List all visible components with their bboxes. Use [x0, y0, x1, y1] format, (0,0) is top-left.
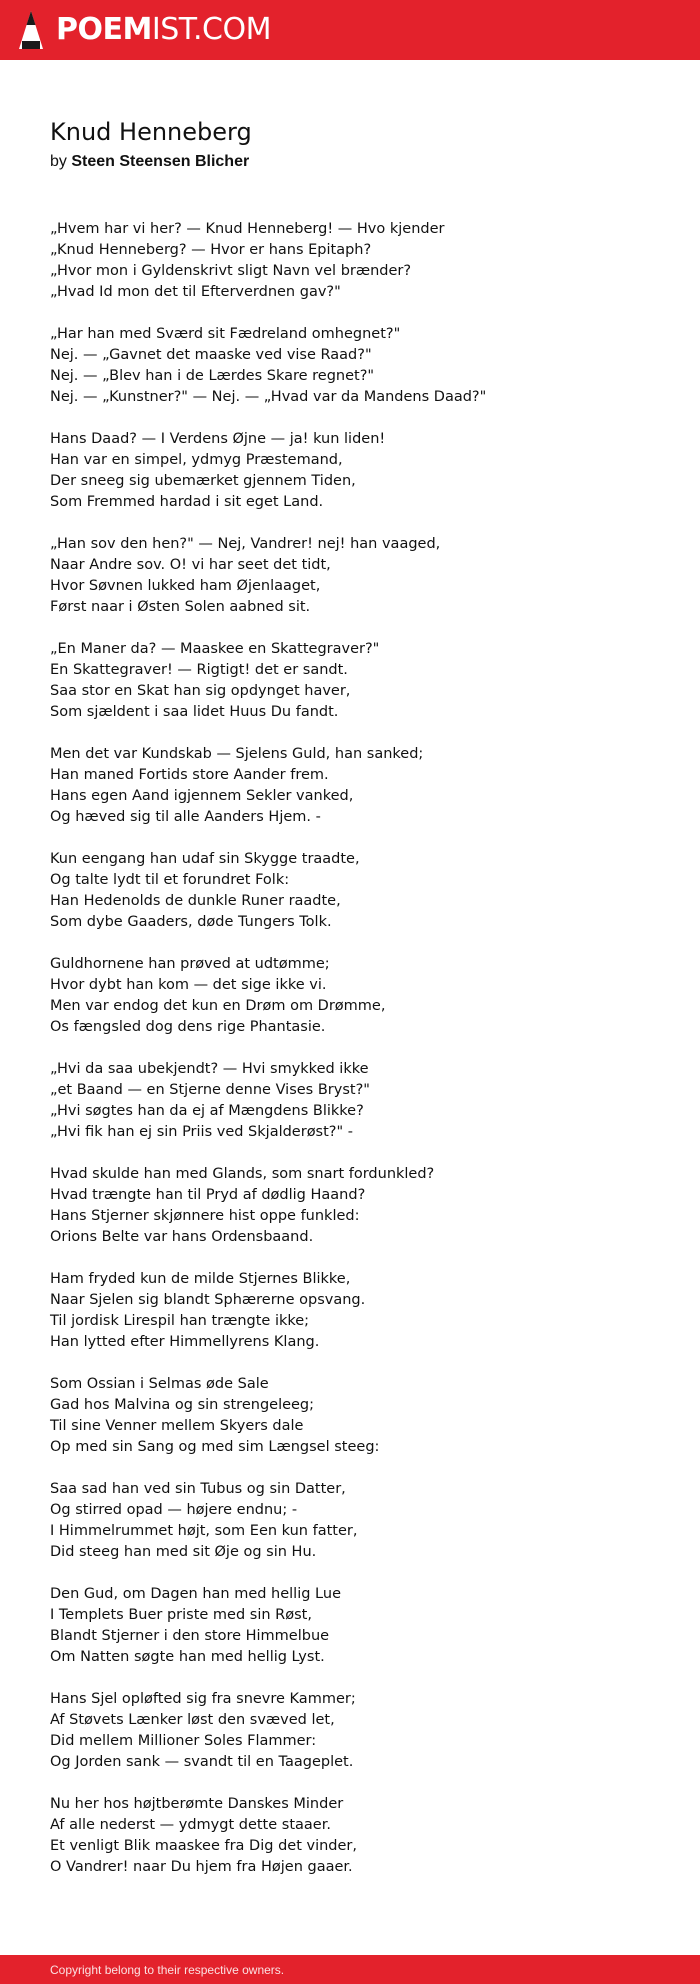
- poem-line: „Har han med Sværd sit Fædreland omhegnet?": [50, 326, 401, 342]
- poem-line: Men det var Kundskab — Sjelens Guld, han sanked;: [50, 746, 424, 762]
- poem-line: Naar Andre sov. O! vi har seet det tidt,: [50, 557, 331, 573]
- poem-line: Nej. — „Gavnet det maaske ved vise Raad?": [50, 347, 372, 363]
- poem-line: Men var endog det kun en Drøm om Drømme,: [50, 998, 386, 1014]
- poem-line: „Hvem har vi her? — Knud Henneberg! — Hvo kjender: [50, 221, 445, 237]
- poem-line: Og Jorden sank — svandt til en Taageplet.: [50, 1754, 354, 1770]
- poem-line: O Vandrer! naar Du hjem fra Højen gaaer.: [50, 1859, 353, 1875]
- stanza: [50, 639, 670, 723]
- poem-line: Hvor Søvnen lukked ham Øjenlaaget,: [50, 578, 321, 594]
- poem-line: I Templets Buer priste med sin Røst,: [50, 1607, 312, 1623]
- poem-line: Som sjældent i saa lidet Huus Du fandt.: [50, 704, 339, 720]
- poem-line: Guldhornene han prøved at udtømme;: [50, 956, 330, 972]
- poem-line: Nu her hos højtberømte Danskes Minder: [50, 1796, 344, 1812]
- stanza: [50, 1059, 670, 1143]
- poem-line: Hvad skulde han med Glands, som snart fordunkled?: [50, 1166, 435, 1182]
- logo-strong-text: POEM: [56, 12, 152, 47]
- poem-header: [50, 118, 660, 172]
- poem-line: Om Natten søgte han med hellig Lyst.: [50, 1649, 325, 1665]
- by-label: by: [50, 153, 67, 170]
- stanza: [50, 429, 670, 513]
- poem-line: Gad hos Malvina og sin strengeleeg;: [50, 1397, 315, 1413]
- stanza: [50, 1479, 670, 1563]
- poem-line: Af Støvets Lænker løst den svæved let,: [50, 1712, 335, 1728]
- poem-line: Et venligt Blik maaskee fra Dig det vinder,: [50, 1838, 357, 1854]
- poem-line: „Hvor mon i Gyldenskrivt sligt Navn vel brænder?: [50, 263, 412, 279]
- stanza: [50, 849, 670, 933]
- poem-line: Han Hedenolds de dunkle Runer raadte,: [50, 893, 341, 909]
- poem-line: Blandt Stjerner i den store Himmelbue: [50, 1628, 330, 1644]
- poem-line: Som Fremmed hardad i sit eget Land.: [50, 494, 324, 510]
- stanza: [50, 324, 670, 408]
- poem-line: Naar Sjelen sig blandt Sphærerne opsvang.: [50, 1292, 366, 1308]
- poem-line: „En Maner da? — Maaskee en Skattegraver?": [50, 641, 380, 657]
- poem-line: Did steeg han med sit Øje og sin Hu.: [50, 1544, 317, 1560]
- poem-line: „Hvad Id mon det til Efterverdnen gav?": [50, 284, 341, 300]
- poem-line: Orions Belte var hans Ordensbaand.: [50, 1229, 314, 1245]
- poem-line: I Himmelrummet højt, som Een kun fatter,: [50, 1523, 358, 1539]
- stanza: [50, 1584, 670, 1668]
- poem-title: Knud Henneberg: [50, 118, 252, 146]
- poem-line: Til sine Venner mellem Skyers dale: [50, 1418, 304, 1434]
- poem-line: Hvor dybt han kom — det sige ikke vi.: [50, 977, 327, 993]
- poem-line: Nej. — „Blev han i de Lærdes Skare regnet?": [50, 368, 375, 384]
- poem-line: Som Ossian i Selmas øde Sale: [50, 1376, 269, 1392]
- poem-line: Han var en simpel, ydmyg Præstemand,: [50, 452, 343, 468]
- poem-line: Hans Sjel opløfted sig fra snevre Kammer;: [50, 1691, 356, 1707]
- site-footer: [0, 1955, 700, 1984]
- stanza: [50, 1689, 670, 1773]
- stanza: [50, 744, 670, 828]
- poem-line: Og hæved sig til alle Aanders Hjem. -: [50, 809, 321, 825]
- poem-line: „Han sov den hen?" — Nej, Vandrer! nej! han vaaged,: [50, 536, 441, 552]
- poem-line: Først naar i Østen Solen aabned sit.: [50, 599, 311, 615]
- poem-body: [50, 219, 670, 1899]
- poem-line: „et Baand — en Stjerne denne Vises Bryst?": [50, 1082, 370, 1098]
- poem-line: Hans egen Aand igjennem Sekler vanked,: [50, 788, 354, 804]
- poem-line: Der sneeg sig ubemærket gjennem Tiden,: [50, 473, 356, 489]
- poem-line: Saa sad han ved sin Tubus og sin Datter,: [50, 1481, 346, 1497]
- site-logo-text: [56, 12, 271, 47]
- poem-line: Os fængsled dog dens rige Phantasie.: [50, 1019, 326, 1035]
- stanza: [50, 1269, 670, 1353]
- poem-line: „Hvi fik han ej sin Priis ved Skjalderøst?" -: [50, 1124, 354, 1140]
- poem-line: Did mellem Millioner Soles Flammer:: [50, 1733, 317, 1749]
- poem-line: Af alle nederst — ydmygt dette staaer.: [50, 1817, 331, 1833]
- poem-line: Han maned Fortids store Aander frem.: [50, 767, 329, 783]
- poem-line: En Skattegraver! — Rigtigt! det er sandt.: [50, 662, 348, 678]
- stanza: [50, 1794, 670, 1878]
- poem-line: „Hvi da saa ubekjendt? — Hvi smykked ikke: [50, 1061, 369, 1077]
- poem-line: „Knud Henneberg? — Hvor er hans Epitaph?: [50, 242, 372, 258]
- stanza: [50, 1374, 670, 1458]
- stanza: [50, 954, 670, 1038]
- poem-line: Hans Stjerner skjønnere hist oppe funkled:: [50, 1208, 360, 1224]
- stanza: [50, 1164, 670, 1248]
- poem-line: Hans Daad? — I Verdens Øjne — ja! kun liden!: [50, 431, 386, 447]
- site-logo[interactable]: [18, 10, 271, 50]
- poem-line: Hvad trængte han til Pryd af dødlig Haand?: [50, 1187, 366, 1203]
- copyright-text: Copyright belong to their respective owners.: [50, 1962, 285, 1977]
- logo-light-text: IST.COM: [151, 12, 271, 47]
- byline: [50, 152, 660, 172]
- poem-line: Saa stor en Skat han sig opdynget haver,: [50, 683, 351, 699]
- poem-line: Op med sin Sang og med sim Længsel steeg:: [50, 1439, 380, 1455]
- poem-line: Og stirred opad — højere endnu; -: [50, 1502, 298, 1518]
- poem-line: „Hvi søgtes han da ej af Mængdens Blikke?: [50, 1103, 364, 1119]
- poem-line: Ham fryded kun de milde Stjernes Blikke,: [50, 1271, 351, 1287]
- poem-line: Som dybe Gaaders, døde Tungers Tolk.: [50, 914, 332, 930]
- poem-line: Til jordisk Lirespil han trængte ikke;: [50, 1313, 310, 1329]
- pencil-tip-icon: [18, 10, 44, 50]
- poem-line: Nej. — „Kunstner?" — Nej. — „Hvad var da Mandens Daad?": [50, 389, 487, 405]
- poem-line: Han lytted efter Himmellyrens Klang.: [50, 1334, 320, 1350]
- author-name: Steen Steensen Blicher: [71, 153, 250, 170]
- poem-line: Kun eengang han udaf sin Skygge traadte,: [50, 851, 360, 867]
- stanza: [50, 534, 670, 618]
- site-header: [0, 0, 700, 60]
- stanza: [50, 219, 670, 303]
- poem-line: Den Gud, om Dagen han med hellig Lue: [50, 1586, 341, 1602]
- poem-line: Og talte lydt til et forundret Folk:: [50, 872, 290, 888]
